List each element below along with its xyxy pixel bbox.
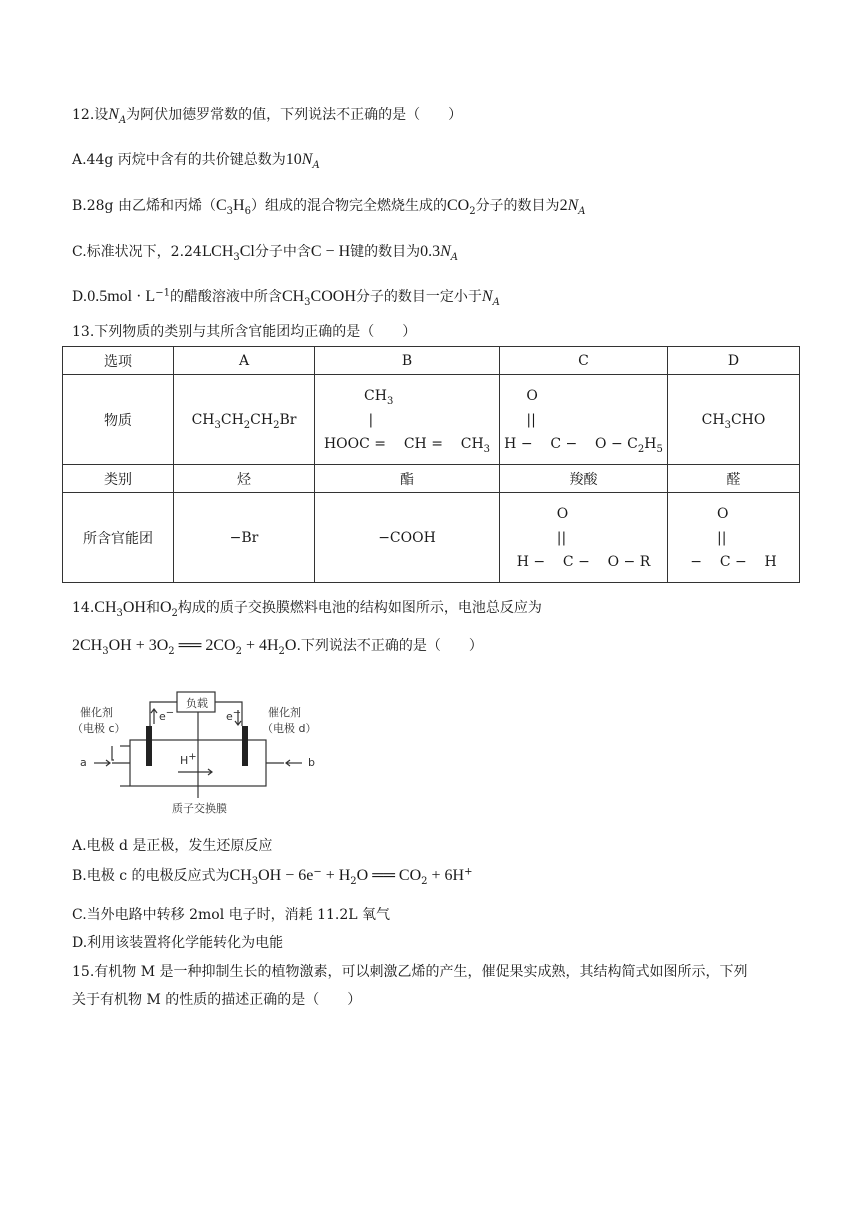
row-label: 类别: [63, 465, 174, 493]
row-label: 所含官能团: [63, 493, 174, 583]
electrode-c: [146, 726, 152, 766]
q12-option-a: A.44g 丙烷中含有的共价键总数为$10N_A$: [72, 151, 320, 171]
electron-right-label: e−: [226, 707, 242, 723]
catalyst-left-label: 催化剂: [80, 706, 113, 719]
inlet-a-label: a: [80, 756, 87, 769]
membrane-label: 质子交换膜: [172, 802, 227, 815]
load-label: 负载: [186, 697, 208, 710]
row-label: 物质: [63, 375, 174, 465]
electrode-d-label: （电极 d）: [262, 722, 317, 735]
catalyst-right-label: 催化剂: [268, 706, 301, 719]
header-cell: D: [668, 347, 800, 375]
substance-b: $CH_3$ | HOOC = CH = $CH_3$: [315, 375, 500, 465]
inlet-b-label: b: [308, 756, 315, 769]
group-a: −Br: [174, 493, 315, 583]
class-c: 羧酸: [500, 465, 668, 493]
q12-option-c: C.标准状况下，$2.24LCH_3Cl$分子中含C − H键的数目为$0.3N_A$: [72, 243, 459, 263]
proton-label: H+: [180, 751, 197, 767]
q13-options-table: [62, 346, 800, 583]
q14-option-a: A.电极 d 是正极，发生还原反应: [72, 838, 273, 854]
group-d: O || − C − H: [668, 493, 800, 583]
header-cell: A: [174, 347, 315, 375]
q14-option-d: D.利用该装置将化学能转化为电能: [72, 935, 284, 951]
header-cell: 选项: [63, 347, 174, 375]
group-c: O || H − C − O − R: [500, 493, 668, 583]
substance-c: O || H − C − $O - C_2H_5$: [500, 375, 668, 465]
electrode-c-label: （电极 c）: [72, 722, 126, 735]
fuel-cell-diagram: [72, 690, 332, 820]
q14-equation: $2CH_3OH + 3O_2$ ══ $2CO_2 + 4H_2O$.下列说法不正确的是（ ）: [72, 637, 483, 657]
class-b: 酯: [315, 465, 500, 493]
q12-stem: 12.设$N_A$为阿伏加德罗常数的值，下列说法不正确的是（ ）: [72, 106, 463, 126]
table-row-class: [63, 465, 800, 493]
q13-stem: 13.下列物质的类别与其所含官能团均正确的是（ ）: [72, 324, 417, 340]
substance-a: $CH_3CH_2CH_2Br$: [174, 375, 315, 465]
class-d: 醛: [668, 465, 800, 493]
q12-option-b: B.28g 由乙烯和丙烯$(C_3H_6)$组成的混合物完全燃烧生成的$CO_2$分子的数目为$2N_A$: [72, 197, 586, 217]
group-b: −COOH: [315, 493, 500, 583]
table-row-functional-group: [63, 493, 800, 583]
q14-option-c: C.当外电路中转移 2mol 电子时，消耗 11.2L 氧气: [72, 907, 391, 923]
q15-stem-line1: 15.有机物 M 是一种抑制生长的植物激素，可以刺激乙烯的产生，催促果实成熟，其结构简式如图所示，下列: [72, 964, 748, 980]
substance-d: $CH_3CHO$: [668, 375, 800, 465]
q15-stem-line2: 关于有机物 M 的性质的描述正确的是（ ）: [72, 992, 362, 1008]
table-header-row: [63, 347, 800, 375]
q14-stem: $14.CH_3OH$和$O_2$构成的质子交换膜燃料电池的结构如图所示，电池总反应为: [72, 599, 542, 619]
q14-option-b: B.电极 c 的电极反应式为$CH_3OH - 6e^- + H_2O$ ══ $CO_2 + 6H^+$: [72, 866, 473, 887]
table-row-substance: [63, 375, 800, 465]
q12-option-d: $D.0.5mol \cdot L^{-1}$的醋酸溶液中所含$CH_3COOH$分子的数目一定小于$N_A$: [72, 287, 500, 308]
class-a: 烃: [174, 465, 315, 493]
header-cell: B: [315, 347, 500, 375]
electrode-d: [242, 726, 248, 766]
header-cell: C: [500, 347, 668, 375]
electron-left-label: e−: [159, 707, 175, 723]
